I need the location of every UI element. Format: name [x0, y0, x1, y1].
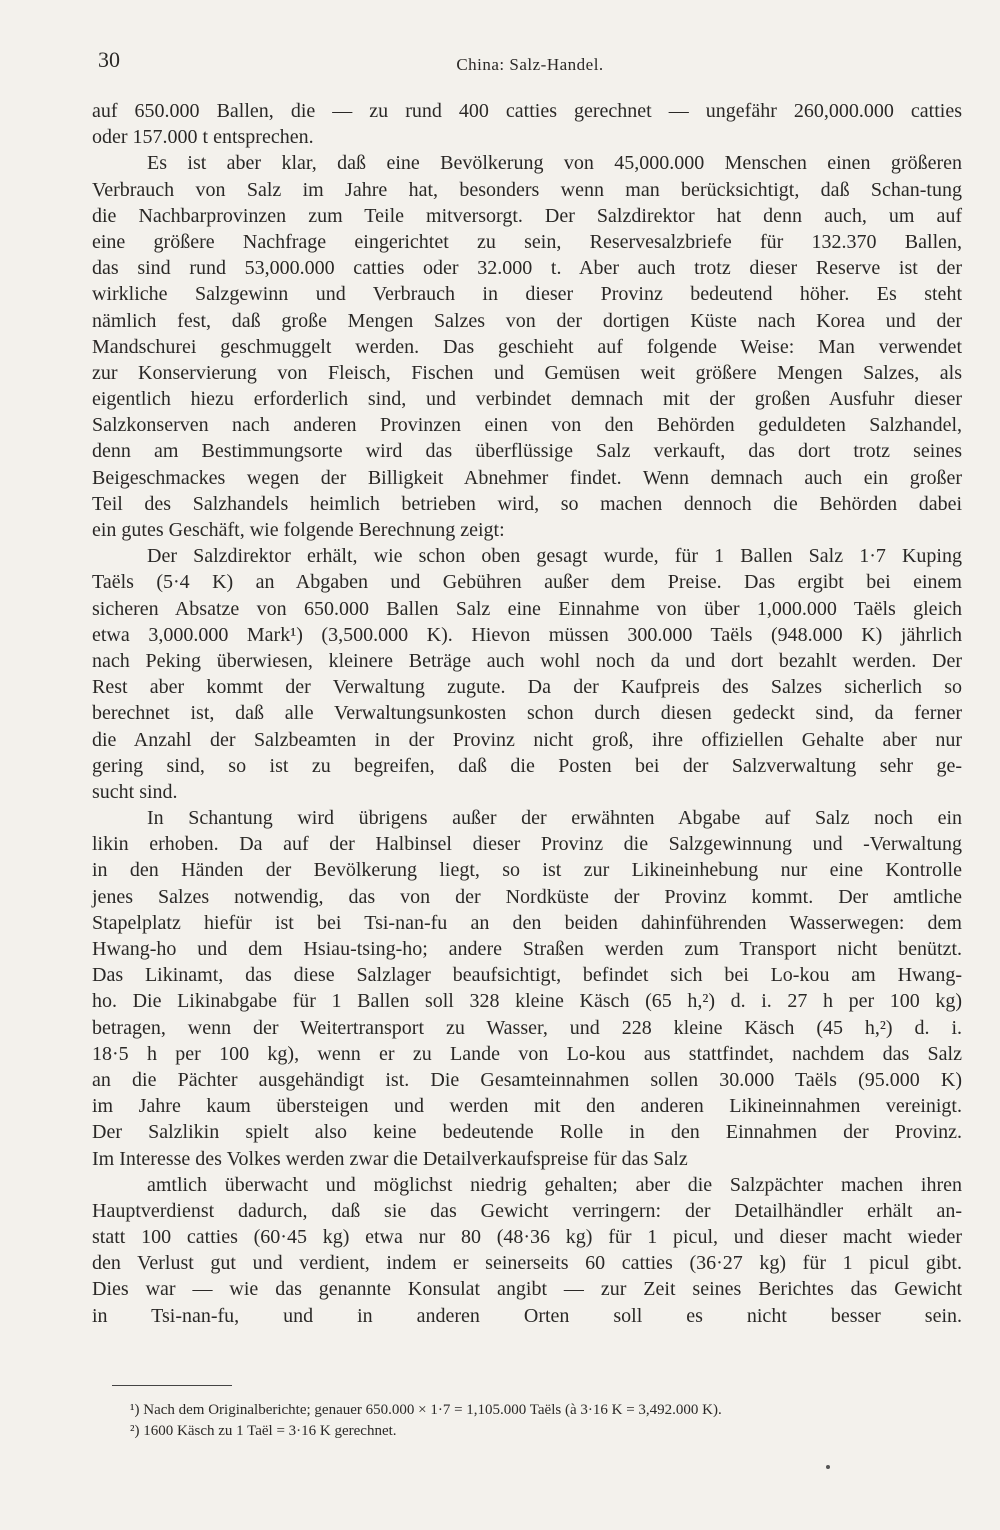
- text-line: In Schantung wird übrigens außer der erwähnten Abgabe auf Salz noch ein: [147, 807, 962, 830]
- text-line: zur Konservierung von Fleisch, Fischen und Gemüsen weit größere Mengen Salzes, als: [92, 361, 962, 384]
- text-line: Das Likinamt, das diese Salzlager beaufsichtigt, befindet sich bei Lo-kou am Hwang-: [92, 964, 962, 987]
- footnote-divider: [112, 1385, 232, 1386]
- text-line: Dies war — wie das genannte Konsulat angibt — zur Zeit seines Berichtes das Gewicht: [92, 1278, 962, 1301]
- print-speck: [826, 1465, 830, 1469]
- text-line: Rest aber kommt der Verwaltung zugute. Da der Kaufpreis des Salzes sicherlich so: [92, 676, 962, 699]
- text-line: [92, 1329, 962, 1355]
- footnote-2: ²) 1600 Käsch zu 1 Taël = 3·16 K gerechnet.: [130, 1423, 397, 1439]
- text-line: likin erhoben. Da auf der Halbinsel dieser Provinz die Salzgewinnung und -Verwaltung: [92, 833, 962, 856]
- text-line: Hauptverdienst dadurch, daß sie das Gewicht verringern: der Detailhändler erhält an-: [92, 1199, 962, 1222]
- text-line: die Anzahl der Salzbeamten in der Provinz nicht groß, ihre offiziellen Gehalte aber nur: [92, 728, 962, 751]
- running-title: China: Salz-Handel.: [456, 55, 604, 74]
- text-line: eigentlich hiezu erforderlich sind, und verbindet demnach mit der großen Ausfuhr dieser: [92, 388, 962, 411]
- text-line: die Nachbarprovinzen zum Teile mitversorgt. Der Salzdirektor hat denn auch, um auf: [92, 204, 962, 227]
- page-number: 30: [98, 47, 120, 72]
- text-line: Teil des Salzhandels heimlich betrieben wird, so machen dennoch die Behörden dabei: [92, 492, 962, 515]
- text-line: an die Pächter ausgehändigt ist. Die Gesamteinnahmen sollen 30.000 Taëls (95.000 K): [92, 1068, 962, 1091]
- text-line: das sind rund 53,000.000 catties oder 32.000 t. Aber auch trotz dieser Reserve ist der: [92, 257, 962, 280]
- text-line: im Jahre kaum übersteigen und werden mit den anderen Likineinnahmen vereinigt.: [92, 1095, 962, 1118]
- text-line: Der Salzdirektor erhält, wie schon oben gesagt wurde, für 1 Ballen Salz 1·7 Kuping: [147, 545, 962, 568]
- text-line: den Verlust gut und verdient, indem er seinerseits 60 catties (36·27 kg) für 1 picul gibt.: [92, 1252, 962, 1275]
- text-line: eine größere Nachfrage eingerichtet zu sein, Reservesalzbriefe für 132.370 Ballen,: [92, 230, 962, 253]
- text-line: etwa 3,000.000 Mark¹) (3,500.000 K). Hievon müssen 300.000 Taëls (948.000 K) jährlich: [92, 623, 962, 646]
- text-line: Mandschurei geschmuggelt werden. Das geschieht auf folgende Weise: Man verwendet: [92, 335, 962, 358]
- text-line: nämlich fest, daß große Mengen Salzes von der dortigen Küste nach Korea und der: [92, 309, 962, 332]
- text-line: auf 650.000 Ballen, die — zu rund 400 catties gerechnet — ungefähr 260,000.000 catties: [92, 100, 962, 122]
- text-line: 18·5 h per 100 kg), wenn er zu Lande von Lo-kou aus stattfindet, nachdem das Salz: [92, 1042, 962, 1065]
- text-line: ho. Die Likinabgabe für 1 Ballen soll 328 kleine Käsch (65 h,²) d. i. 27 h per 100 kg): [92, 990, 962, 1013]
- text-line: in den Händen der Bevölkerung liegt, so ist zur Likineinhebung nur eine Kontrolle: [92, 859, 962, 882]
- text-line: denn am Bestimmungsorte wird das überflüssige Salz verkauft, das dort trotz seines: [92, 440, 962, 463]
- text-line: sucht sind.: [92, 780, 178, 803]
- text-line: Taëls (5·4 K) an Abgaben und Gebühren außer dem Preise. Das ergibt bei einem: [92, 571, 962, 594]
- text-line: nach Peking überwiesen, kleinere Beträge auch wohl noch da und dort bezahlt werden. Der: [92, 649, 962, 672]
- text-line: berechnet ist, daß alle Verwaltungsunkosten schon durch diesen gedeckt sind, da ferner: [92, 702, 962, 725]
- text-line: betragen, wenn der Weitertransport zu Wasser, und 228 kleine Käsch (45 h,²) d. i.: [92, 1016, 962, 1039]
- text-line: statt 100 catties (60·45 kg) etwa nur 80 (48·36 kg) für 1 picul, und dieser macht wieder: [92, 1226, 962, 1249]
- text-line: wirkliche Salzgewinn und Verbrauch in dieser Provinz bedeutend höher. Es steht: [92, 283, 962, 306]
- text-line: Salzkonserven nach anderen Provinzen einen von den Behörden geduldeten Salzhandel,: [92, 414, 962, 437]
- footnote-1: ¹) Nach dem Originalberichte; genauer 650.000 × 1·7 = 1,105.000 Taëls (à 3·16 K = 3,492.000 K).: [130, 1402, 722, 1418]
- text-line: ein gutes Geschäft, wie folgende Berechnung zeigt:: [92, 519, 505, 541]
- text-line: Es ist aber klar, daß eine Bevölkerung von 45,000.000 Menschen einen größeren: [147, 152, 962, 175]
- text-line: amtlich überwacht und möglichst niedrig gehalten; aber die Salzpächter machen ihren: [147, 1173, 962, 1196]
- text-line: jenes Salzes notwendig, das von der Nordküste der Provinz kommt. Der amtliche: [92, 885, 962, 908]
- body-text: [92, 98, 962, 1355]
- text-line: gering sind, so ist zu begreifen, daß die Posten bei der Salzverwaltung sehr ge-: [92, 754, 962, 777]
- footnotes: [130, 1400, 930, 1442]
- text-line: Hwang-ho und dem Hsiau-tsing-ho; andere Straßen werden zum Transport nicht benützt.: [92, 938, 962, 960]
- text-line: Verbrauch von Salz im Jahre hat, besonders wenn man berücksichtigt, daß Schan-tung: [92, 178, 962, 201]
- text-line: Stapelplatz hiefür ist bei Tsi-nan-fu an den beiden dahinführenden Wasserwegen: dem: [92, 911, 962, 934]
- text-line: in Tsi-nan-fu, und in anderen Orten soll es nicht besser sein.: [92, 1304, 962, 1327]
- page-header: [98, 47, 962, 77]
- text-line: oder 157.000 t entsprechen.: [92, 126, 314, 149]
- text-line: sicheren Absatze von 650.000 Ballen Salz eine Einnahme von über 1,000.000 Taëls gleich: [92, 597, 962, 620]
- text-line: Im Interesse des Volkes werden zwar die Detailverkaufspreise für das Salz: [92, 1147, 688, 1170]
- text-line: Beigeschmackes wegen der Billigkeit Abnehmer findet. Wenn demnach auch ein großer: [92, 466, 962, 489]
- text-line: Der Salzlikin spielt also keine bedeutende Rolle in den Einnahmen der Provinz.: [92, 1121, 962, 1144]
